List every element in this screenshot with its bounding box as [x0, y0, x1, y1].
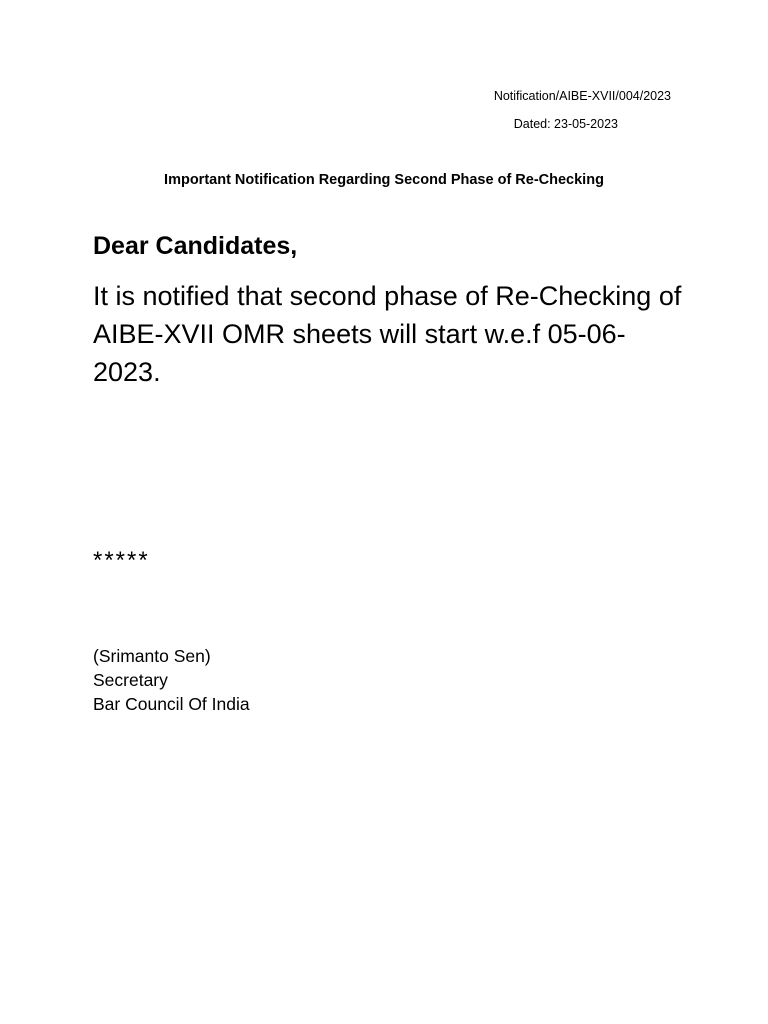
salutation: Dear Candidates,: [93, 232, 298, 260]
signatory-organization: Bar Council Of India: [93, 694, 250, 714]
signatory-designation: Secretary: [93, 670, 168, 690]
signatory-name: (Srimanto Sen): [93, 646, 211, 666]
separator-stars: *****: [93, 547, 150, 574]
body-paragraph: It is notified that second phase of Re-Checking of AIBE-XVII OMR sheets will start w.e.f 05-06-2023.: [93, 281, 682, 387]
notification-number: Notification/AIBE-XVII/004/2023: [493, 89, 671, 103]
subject-heading: Important Notification Regarding Second Phase of Re-Checking: [164, 172, 604, 188]
notification-date: Dated: 23-05-2023: [513, 117, 618, 131]
signature-block: [93, 644, 250, 716]
